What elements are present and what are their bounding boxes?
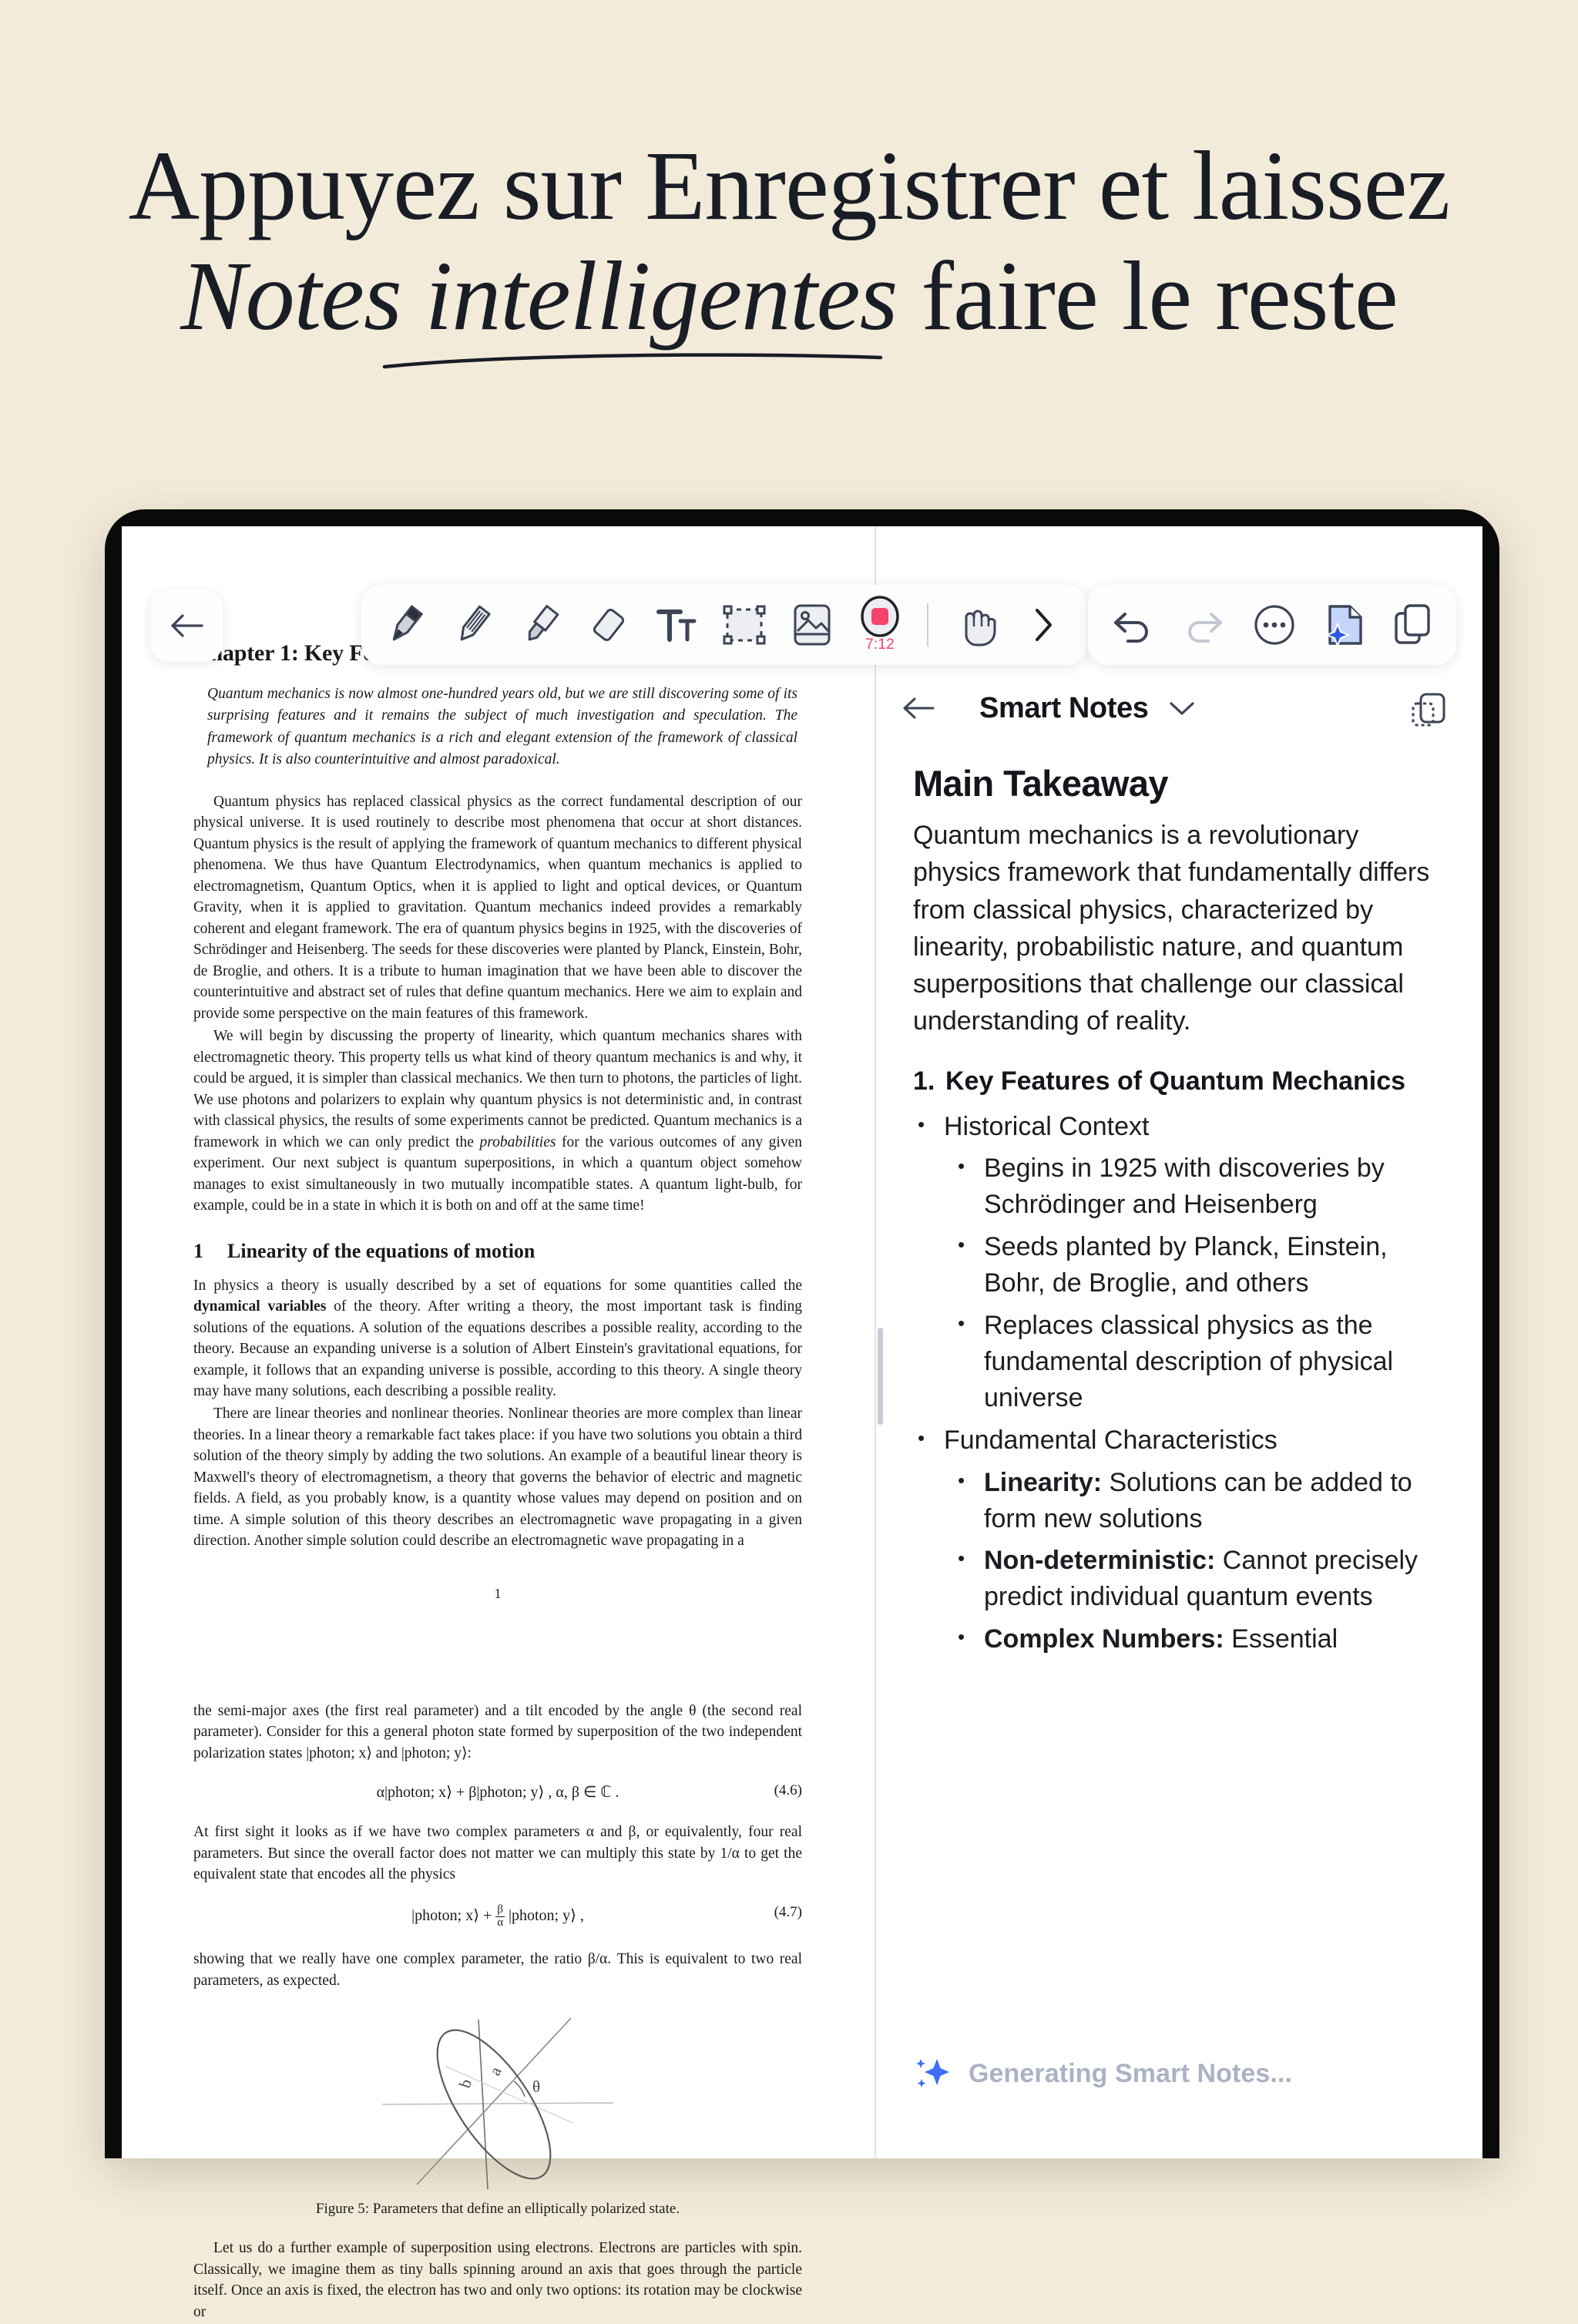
- pencil-tool[interactable]: [449, 596, 497, 653]
- undo-button[interactable]: [1111, 606, 1154, 643]
- bullet-icon: •: [958, 1233, 965, 1257]
- bullet-icon: •: [958, 1154, 965, 1178]
- document-back-button[interactable]: [150, 589, 223, 662]
- list-item: [913, 1109, 1449, 1145]
- sparkle-icon: [913, 2054, 953, 2094]
- list-item: [913, 1063, 1449, 1100]
- document-paragraph-8: Let us do a further example of superposition using electrons. Electrons are particles with spin. Classically, we imagine them as tiny balls spinning around an axis that goes through the particle itself. Once an axis is fixed, the electron has two and only two options: its rotation may be clockwise or: [193, 2240, 802, 2320]
- list-item-text: Linearity: Solutions can be added to form new solutions: [984, 1467, 1412, 1533]
- back-arrow-icon: [169, 612, 204, 640]
- pen-icon: [382, 599, 428, 651]
- smart-page-icon: [1324, 603, 1365, 647]
- tablet-device-frame: [105, 509, 1499, 2320]
- hand-tool[interactable]: [952, 596, 999, 653]
- undo-icon: [1111, 606, 1154, 643]
- equation-4-7: [193, 1904, 802, 1929]
- smart-notes-heading: Main Takeaway: [913, 763, 1168, 804]
- bullet-icon: •: [958, 1311, 965, 1335]
- list-marker: 1.: [913, 1066, 935, 1096]
- tablet-screen: [122, 526, 1482, 2320]
- list-item-text: Begins in 1925 with discoveries by Schrödinger and Heisenberg: [984, 1154, 1385, 1220]
- equation-4-7-number: (4.7): [774, 1903, 802, 1920]
- scroll-indicator[interactable]: [878, 1328, 883, 1425]
- eraser-icon: [586, 599, 632, 651]
- headline-line-2-rest: faire le reste: [897, 241, 1398, 351]
- list-item-text: Key Features of Quantum Mechanics: [945, 1066, 1406, 1096]
- pages-icon: [1393, 603, 1433, 647]
- selection-icon: [722, 603, 767, 647]
- document-abstract: Quantum mechanics is now almost one-hundred years old, but we are still discovering some of its surprising features and it remains the subject of much investigation and speculation. The framework of quantum mechanics is a rich and elegant extension of the framework of classical physics. It is also counterintuitive and almost paradoxical.: [207, 686, 797, 768]
- document-paragraph-2: We will begin by discussing the property of linearity, which quantum mechanics shares with electromagnetic theory. This property tells us what kind of theory quantum mechanics is and why, it could be argued, it is simpler than classical mechanics. We then turn to photons, the particles of light. We use photons and polarizers to explain why quantum physics is not deterministic and, in contrast with classical physics, the results of some experiments cannot be predicted. Quantum mechanics is a framework in which we can only predict the probabilities for the various outcomes of any given experiment. Our next subject is quantum superpositions, in which a quantum object somehow manages to exist simultaneously in two mutually incompatible states. A quantum light-bulb, for example, could be in a state in which it is both on and off at the same time!: [193, 1028, 802, 1214]
- list-item: [913, 1229, 1449, 1301]
- headline-underline-swoosh: [381, 351, 890, 371]
- highlighter-tool[interactable]: [517, 596, 565, 653]
- expand-toolbar-button[interactable]: [1019, 596, 1067, 653]
- list-item: [913, 1465, 1449, 1537]
- text-tool[interactable]: [653, 596, 700, 653]
- equation-4-7-lead: |photon; x⟩ +: [411, 1906, 492, 1924]
- document-paragraph-5: the semi-major axes (the first real parameter) and a tilt encoded by the angle θ (the second real parameter). Consider for this a general photon state formed by superposition of the two independent polarization states |photon; x⟩ and |photon; y⟩:: [193, 1702, 802, 1761]
- marketing-headline: [0, 131, 1578, 352]
- bullet-icon: •: [958, 1547, 965, 1570]
- split-view-toggle-icon[interactable]: [1407, 688, 1450, 731]
- bullet-icon: •: [958, 1468, 965, 1492]
- action-toolbar: [1088, 585, 1456, 665]
- list-item-text: Complex Numbers: Essential: [984, 1624, 1338, 1654]
- document-paragraph-7: showing that we really have one complex parameter, the ratio β/α. This is equivalent to two real parameters, as expected.: [193, 1951, 802, 1989]
- list-item-text: Replaces classical physics as the fundamental description of physical universe: [984, 1311, 1394, 1412]
- insert-image-tool[interactable]: [788, 596, 836, 653]
- pen-tool[interactable]: [381, 596, 429, 653]
- list-item-text: Non-deterministic: Cannot precisely predict individual quantum events: [984, 1546, 1419, 1612]
- drawing-toolbar: [361, 585, 1087, 665]
- figure-5-caption: Figure 5: Parameters that define an elliptically polarized state.: [315, 2201, 680, 2218]
- smart-notes-takeaway: Quantum mechanics is a revolutionary physics framework that fundamentally differs from classical physics, characterized by linearity, probabilistic nature, and quantum superpositions that challenge our classical understanding of reality.: [913, 821, 1430, 1036]
- pencil-icon: [450, 599, 496, 651]
- chevron-down-icon[interactable]: [1168, 699, 1196, 717]
- equation-4-6-body: α|photon; x⟩ + β|photon; y⟩ , α, β ∈ ℂ .: [376, 1784, 619, 1802]
- generating-label: Generating Smart Notes...: [969, 2058, 1293, 2088]
- section-title: Linearity of the equations of motion: [227, 1239, 536, 1262]
- list-item-text: Historical Context: [944, 1111, 1150, 1141]
- text-icon: [653, 601, 700, 649]
- document-paragraph-6: At first sight it looks as if we have two complex parameters α and β, or equivalently, four real parameters. But since the overall factor does not matter we can multiply this state by 1/α to get the equivalent state that encodes all the physics: [193, 1824, 802, 1883]
- smart-notes-pane: [876, 526, 1482, 2158]
- page-break-gap: [193, 1602, 802, 1701]
- list-item: [913, 1621, 1449, 1657]
- list-item: [913, 1422, 1449, 1459]
- eraser-tool[interactable]: [585, 596, 633, 653]
- list-item: [913, 1308, 1449, 1416]
- hand-icon: [954, 602, 997, 648]
- document-paragraph-1: Quantum physics has replaced classical physics as the correct fundamental description of our physical universe. It is used routinely to describe most phenomena that occur at short distances. Quantum physics is the result of applying the framework of quantum mechanics to different physical phenomena. We thus have Quantum Electrodynamics, when quantum mechanics is applied to electromagnetism, Quantum Optics, when it is applied to light and optical devices, or Quantum Gravity, when it is applied to gravitation. Quantum mechanics indeed provides a remarkably coherent and elegant framework. The era of quantum physics begins in 1925, with the discoveries of Schrödinger and Heisenberg. The seeds for these discoveries were planted by Planck, Einstein, Bohr, de Broglie, and others. It is a tribute to human imagination that we have been able to discover the counterintuitive and abstract set of rules that define quantum mechanics. Here we aim to explain and provide some perspective on the main features of this framework.: [193, 793, 802, 1022]
- figure-5-ellipse-diagram: [193, 2002, 802, 2195]
- figure-label-b: b: [455, 2077, 475, 2091]
- list-item-lead: Complex Numbers:: [984, 1624, 1224, 1654]
- list-item-text: Seeds planted by Planck, Einstein, Bohr, de Broglie, and others: [984, 1232, 1388, 1298]
- record-tool[interactable]: [856, 596, 904, 653]
- pages-button[interactable]: [1393, 603, 1433, 647]
- record-timer: 7:12: [865, 636, 895, 653]
- equation-4-6-number: (4.6): [774, 1782, 802, 1799]
- ai-page-button[interactable]: [1324, 603, 1365, 647]
- smart-notes-header: [876, 677, 1482, 739]
- document-paragraph-4: There are linear theories and nonlinear theories. Nonlinear theories are more complex than linear theories. In a linear theory a remarkable fact takes place: if you have two solutions you obtain a third solution of the theory simply by adding the two solutions. An example of a beautiful linear theory is Maxwell's theory of electromagnetism, a theory that governs the behavior of electric and magnetic fields. A field, as you probably know, is a quantity whose values may depend on position and on time. A simple solution of this theory describes an electromagnetic wave propagating in a given direction. Another simple solution could describe an electromagnetic wave propagating in a: [193, 1405, 802, 1550]
- list-item: [913, 1543, 1449, 1615]
- equation-4-6: [193, 1782, 802, 1802]
- equation-4-7-fraction: $\frac{\beta}{\alpha}$: [497, 1903, 504, 1929]
- bullet-icon: •: [918, 1426, 925, 1449]
- smart-notes-body[interactable]: [876, 762, 1482, 2003]
- image-icon: [791, 602, 834, 648]
- list-item-text: Fundamental Characteristics: [944, 1425, 1278, 1455]
- document-paragraph-3: In physics a theory is usually described by a set of equations for some quantities called the dynamical variables of the theory. After writing a theory, the most important task is finding solutions of the equations. A solution of the equations describes a possible reality, according to the theory. Because an expanding universe is a solution of Albert Einstein's gravitational equations, for example, it follows that an expanding universe is possible, according to this theory. A single theory may have many solutions, each describing a possible reality.: [193, 1277, 802, 1399]
- chevron-right-icon: [1030, 606, 1056, 643]
- headline-emphasis: Notes intelligentes: [180, 241, 898, 351]
- redo-icon: [1182, 606, 1225, 643]
- document-pane[interactable]: [122, 526, 875, 2320]
- document-content: [193, 640, 802, 2324]
- lasso-select-tool[interactable]: [720, 596, 768, 653]
- figure-label-a: a: [485, 2064, 505, 2079]
- list-item-lead: Non-deterministic:: [984, 1546, 1216, 1576]
- document-chapter-title: Chapter 1: Key: [193, 640, 344, 666]
- redo-button[interactable]: [1182, 606, 1225, 643]
- headline-line-1: Appuyez sur Enregistrer et laissez: [128, 131, 1450, 240]
- document-section-heading: [193, 1240, 802, 1263]
- record-icon: [860, 596, 900, 638]
- section-number: 1: [193, 1239, 203, 1262]
- toolbar-divider: [927, 603, 928, 646]
- ellipse-sketch-svg: [371, 2006, 625, 2191]
- more-options-button[interactable]: [1253, 603, 1296, 646]
- bullet-icon: •: [958, 1625, 965, 1649]
- list-item-lead: Linearity:: [984, 1467, 1103, 1497]
- equation-4-7-tail: |photon; y⟩ ,: [508, 1906, 584, 1924]
- smart-notes-title: Smart Notes: [979, 691, 1149, 724]
- highlighter-icon: [518, 599, 564, 651]
- figure-label-theta: θ: [532, 2077, 541, 2097]
- generating-status: [913, 2054, 1292, 2094]
- ellipsis-circle-icon: [1253, 603, 1296, 646]
- smart-notes-back-arrow-icon[interactable]: [898, 695, 939, 721]
- document-page-number: 1: [494, 1585, 502, 1601]
- list-item: [913, 1150, 1449, 1223]
- headline-line-2: [0, 241, 1578, 351]
- bullet-icon: •: [918, 1112, 925, 1136]
